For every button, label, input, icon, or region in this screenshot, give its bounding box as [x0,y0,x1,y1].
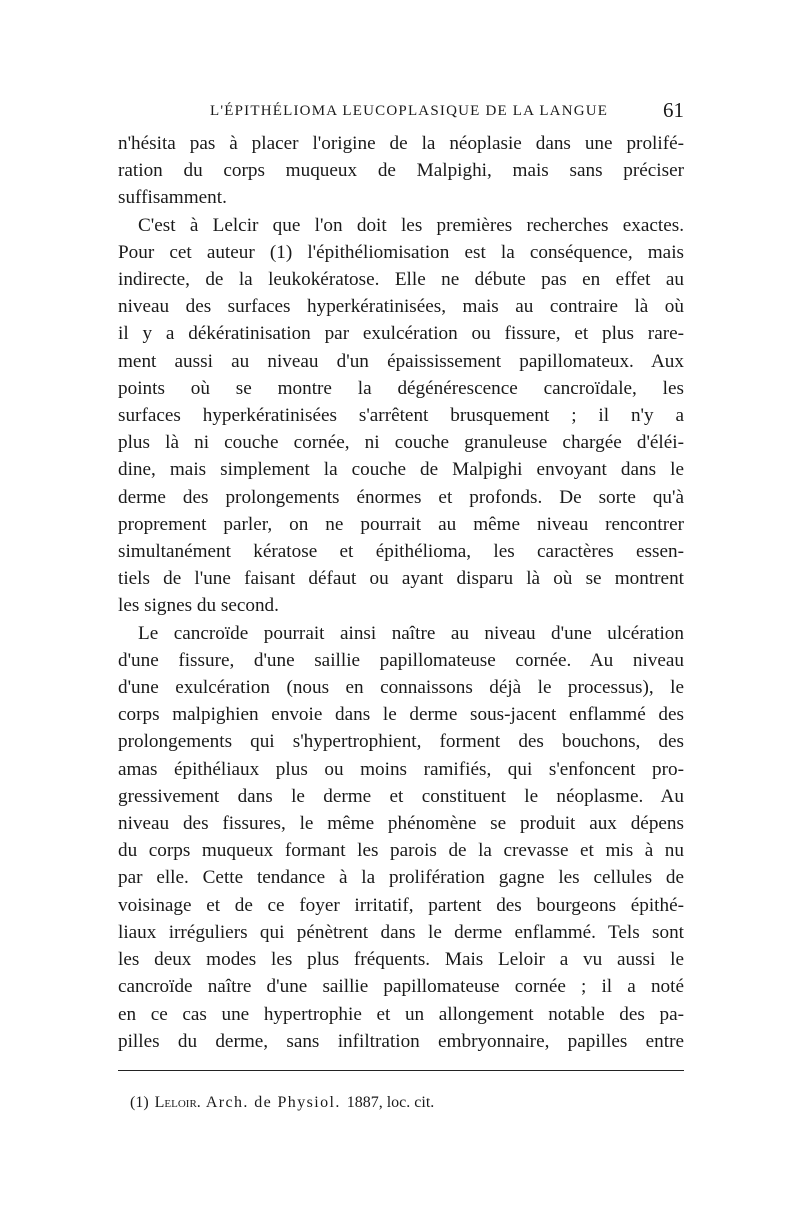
footnote-marker: (1) [130,1094,149,1111]
text-line: Pour cet auteur (1) l'épithéliomisation est la conséquence, mais [118,241,684,263]
text-line: niveau des fissures, le même phénomène se produit aux dépens [118,813,684,835]
text-line: du corps muqueux formant les parois de la crevasse et mis à nu [118,840,684,862]
footnote-journal: Arch. de Physiol. [205,1094,341,1111]
text-line: pilles du derme, sans infiltration embryonnaire, papilles entre [118,1030,684,1052]
text-line: d'une exulcération (nous en connaissons déjà le processus), le [118,677,684,699]
text-line: ment aussi au niveau d'un épaississement papillomateux. Aux [118,350,684,372]
text-line: proprement parler, on ne pourrait au même niveau rencontrer [118,513,684,535]
text-line: les signes du second. [118,595,279,617]
text-line: niveau des surfaces hyperkératinisées, mais au contraire là où [118,296,684,318]
text-line: gressivement dans le derme et constituent le néoplasme. Au [118,785,684,807]
page-header [118,100,684,124]
text-line: Le cancroïde pourrait ainsi naître au niveau d'une ulcération [138,622,684,644]
text-line: points où se montre la dégénérescence cancroïdale, les [118,377,684,399]
text-line: les deux modes les plus fréquents. Mais Leloir a vu aussi le [118,949,684,971]
paragraph-3 [118,620,684,1055]
running-head: L'ÉPITHÉLIOMA LEUCOPLASIQUE DE LA LANGUE [210,103,609,119]
paragraph-1 [118,130,684,212]
text-line: amas épithéliaux plus ou moins ramifiés, qui s'enfoncent pro- [118,758,684,780]
text-line: ration du corps muqueux de Malpighi, mais sans préciser [118,160,684,182]
footnote [130,1094,434,1112]
text-line: n'hésita pas à placer l'origine de la néoplasie dans une prolifé- [118,133,684,154]
text-line: plus là ni couche cornée, ni couche granuleuse chargée d'éléi- [118,432,684,454]
text-line: simultanément kératose et épithélioma, les caractères essen- [118,541,684,563]
body-text [118,130,684,1055]
text-line: suffisamment. [118,187,227,209]
text-line: par elle. Cette tendance à la prolifération gagne les cellules de [118,867,684,889]
footnote-author: Leloir. [154,1094,201,1111]
text-line: tiels de l'une faisant défaut ou ayant disparu là où se montrent [118,568,684,590]
text-line: derme des prolongements énormes et profonds. De sorte qu'à [118,486,684,508]
footnote-reference: 1887, loc. cit. [346,1094,435,1111]
text-line: corps malpighien envoie dans le derme sous-jacent enflammé des [118,704,684,726]
text-line: dine, mais simplement la couche de Malpighi envoyant dans le [118,459,684,481]
text-line: indirecte, de la leukokératose. Elle ne débute pas en effet au [118,269,684,291]
page-number: 61 [663,98,684,122]
text-line: cancroïde naître d'une saillie papillomateuse cornée ; il a noté [118,976,684,998]
paragraph-2 [118,212,684,620]
text-line: prolongements qui s'hypertrophient, forment des bouchons, des [118,731,684,753]
text-line: voisinage et de ce foyer irritatif, partent des bourgeons épithé- [118,894,684,916]
text-line: en ce cas une hypertrophie et un allongement notable des pa- [118,1003,684,1025]
text-line: liaux irréguliers qui pénètrent dans le derme enflammé. Tels sont [118,921,684,943]
text-line: d'une fissure, d'une saillie papillomateuse cornée. Au niveau [118,649,684,671]
footnote-divider [118,1070,684,1071]
text-line: surfaces hyperkératinisées s'arrêtent brusquement ; il n'y a [118,405,684,427]
text-line: il y a dékératinisation par exulcération ou fissure, et plus rare- [118,323,684,345]
text-line: C'est à Lelcir que l'on doit les premières recherches exactes. [138,214,684,236]
